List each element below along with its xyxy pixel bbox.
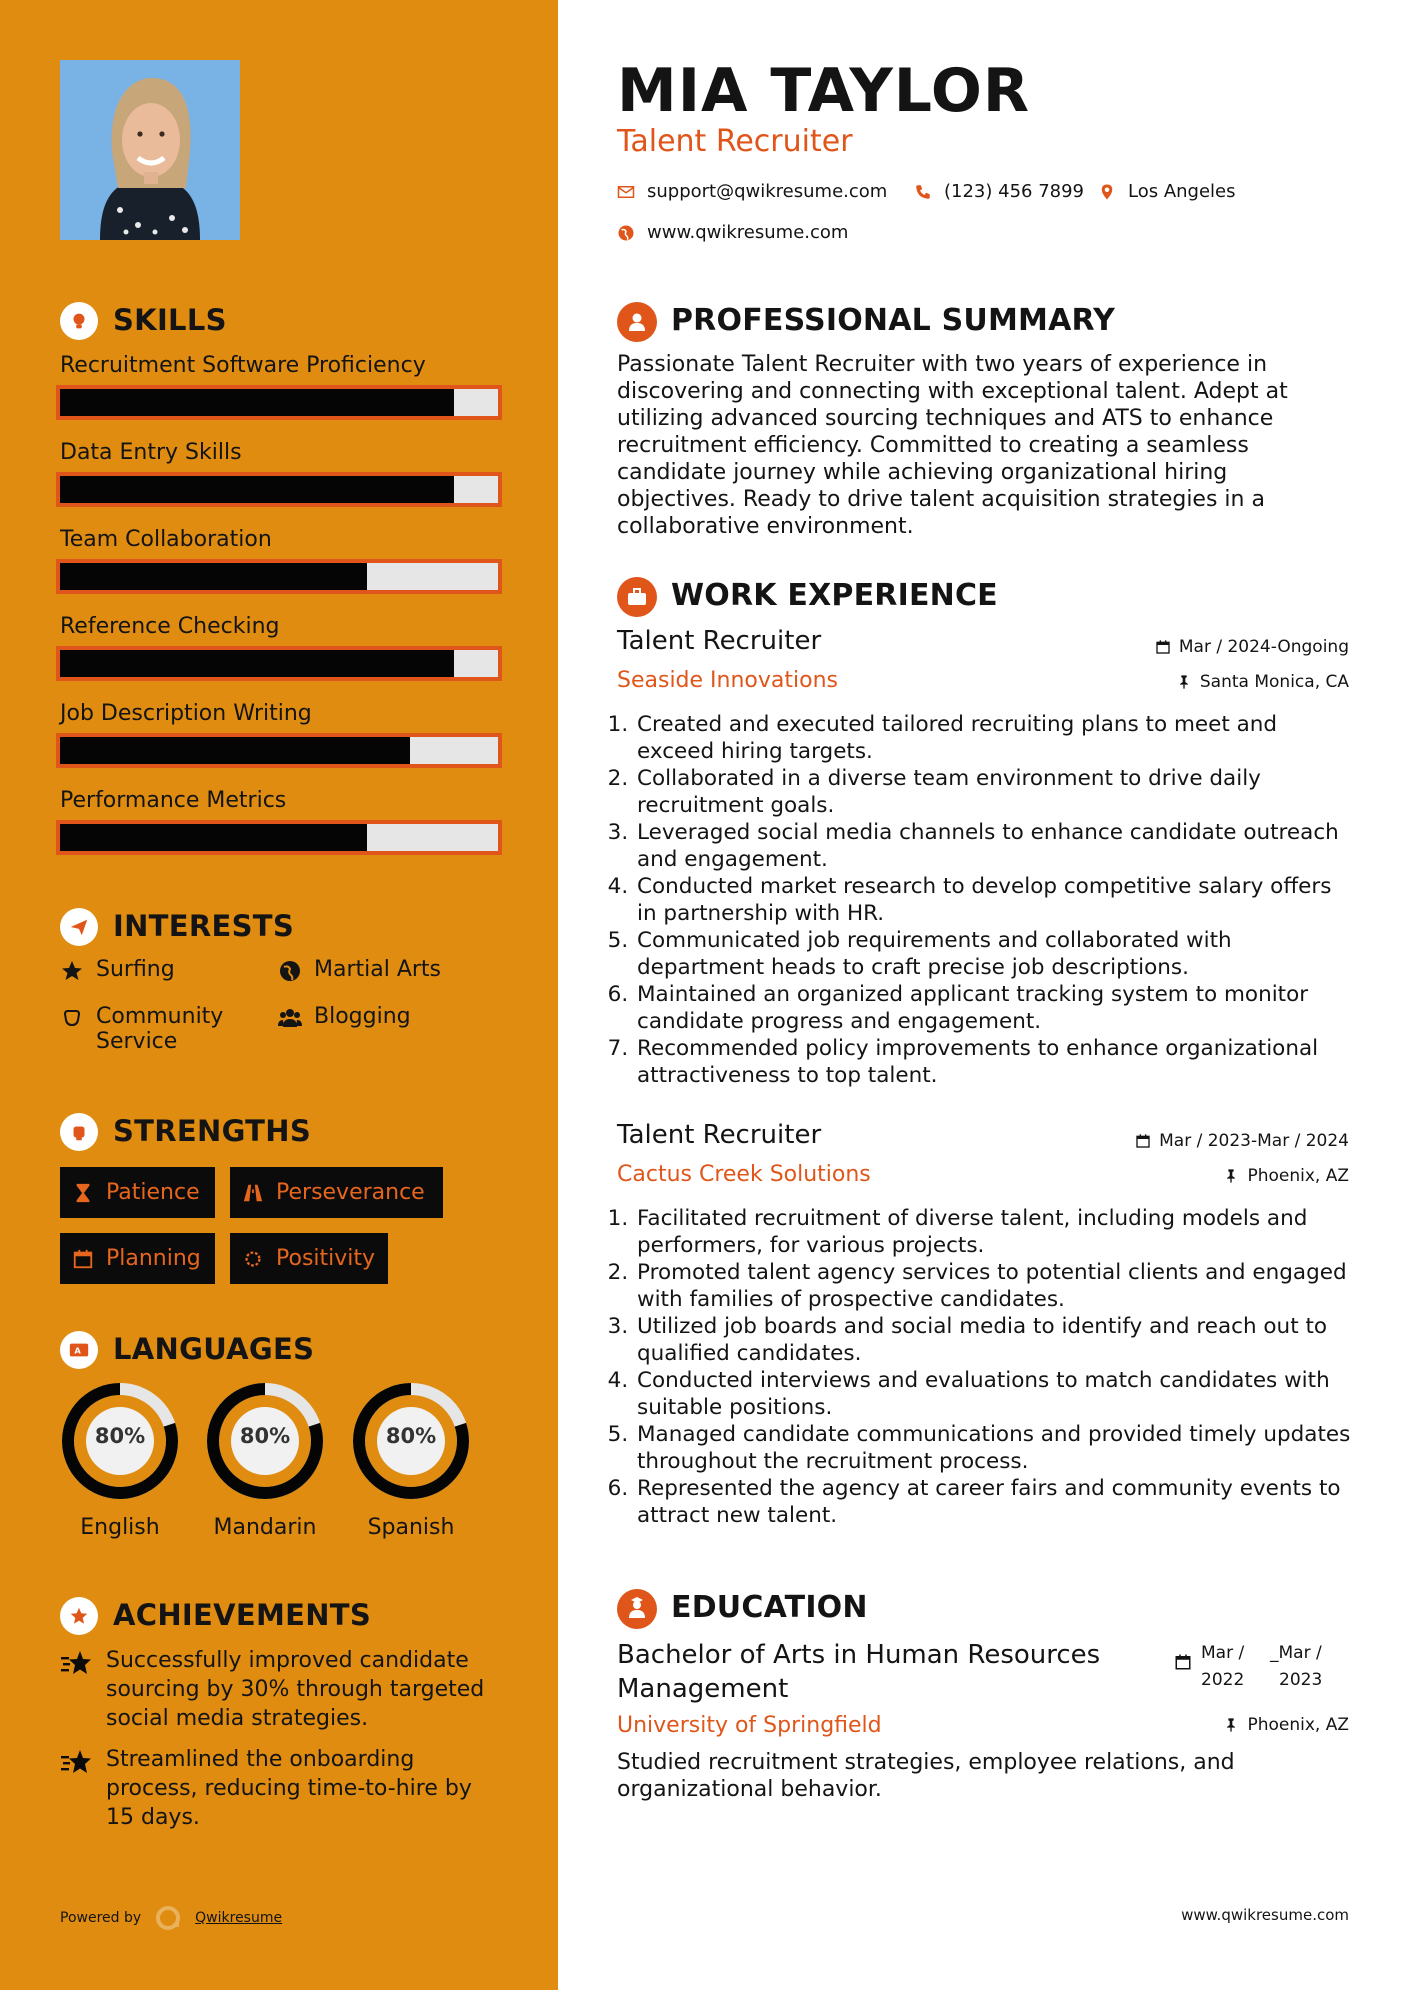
education-start-date: Mar / 2022	[1201, 1643, 1245, 1690]
skill-level-bar	[56, 472, 502, 507]
skill-level-fill	[60, 737, 410, 764]
star-badge-icon	[60, 1597, 98, 1635]
user-icon	[617, 302, 657, 342]
school-name: University of Springfield	[617, 1713, 882, 1738]
sidebar	[0, 0, 558, 1990]
calendar-icon	[72, 1248, 94, 1270]
language-percent: 80%	[385, 1424, 437, 1448]
job-title: Talent Recruiter	[617, 1120, 822, 1150]
strength-badge: Perseverance	[230, 1167, 443, 1218]
fist-icon	[60, 1113, 98, 1151]
language-ring	[59, 1380, 181, 1506]
skill-label: Performance Metrics	[60, 788, 287, 813]
pin-icon	[1223, 1168, 1239, 1184]
star-icon	[60, 1648, 92, 1678]
company-name: Seaside Innovations	[617, 668, 838, 693]
envelope-icon	[617, 183, 635, 201]
interest-item: Surfing	[60, 957, 270, 983]
briefcase-icon	[617, 577, 657, 617]
duty-item: 1. Facilitated recruitment of diverse talent, including models and performers, for various projects.	[635, 1205, 1357, 1259]
duty-item: 2. Promoted talent agency services to potential clients and engaged with families of prospective candidates.	[635, 1259, 1357, 1313]
paper-plane-icon	[60, 908, 98, 946]
globe-icon	[617, 224, 635, 242]
education-calendar-icon	[1174, 1653, 1192, 1675]
strength-badge: Positivity	[230, 1233, 388, 1284]
interest-item: Blogging	[278, 1004, 508, 1030]
full-name: MIA TAYLOR	[617, 56, 1031, 126]
star-icon	[60, 959, 84, 983]
strength-badge: Patience	[60, 1167, 215, 1218]
phone-contact[interactable]: (123) 456 7899	[914, 181, 1084, 202]
duty-item: 3. Utilized job boards and social media to identify and reach out to qualified candidates.	[635, 1313, 1357, 1367]
email-contact[interactable]: support@qwikresume.com	[617, 181, 887, 202]
skill-label: Team Collaboration	[60, 527, 272, 552]
duty-item: 6. Maintained an organized applicant tracking system to monitor candidate progress and engagement.	[635, 981, 1357, 1035]
experience-heading: WORK EXPERIENCE	[671, 578, 998, 613]
language-ring	[350, 1380, 472, 1506]
languages-heading: LANGUAGES	[113, 1332, 315, 1366]
language-percent: 80%	[94, 1424, 146, 1448]
qwikresume-logo-icon	[153, 1903, 183, 1933]
hand-icon	[60, 1006, 84, 1030]
language-icon	[60, 1331, 98, 1369]
duty-item: 7. Recommended policy improvements to enhance organizational attractiveness to top talent.	[635, 1035, 1357, 1089]
skill-level-bar	[56, 646, 502, 681]
website-contact[interactable]: www.qwikresume.com	[617, 222, 848, 243]
duty-item: 5. Managed candidate communications and provided timely updates throughout the recruitment process.	[635, 1421, 1357, 1475]
road-icon	[242, 1182, 264, 1204]
education-heading: EDUCATION	[671, 1590, 868, 1625]
lightbulb-icon	[60, 302, 98, 340]
job-location: Santa Monica, CA	[1176, 672, 1349, 692]
summary-heading: PROFESSIONAL SUMMARY	[671, 303, 1116, 338]
strengths-heading: STRENGTHS	[113, 1114, 312, 1148]
duty-item: 3. Leveraged social media channels to enhance candidate outreach and engagement.	[635, 819, 1357, 873]
pin-icon	[1223, 1717, 1239, 1733]
education-location: Phoenix, AZ	[1223, 1715, 1349, 1735]
skill-level-fill	[60, 389, 454, 416]
job-duties	[617, 1205, 1357, 1529]
degree-title: Bachelor of Arts in Human Resources Management	[617, 1640, 1101, 1704]
skill-label: Recruitment Software Proficiency	[60, 353, 426, 378]
job-location: Phoenix, AZ	[1223, 1166, 1349, 1186]
skill-label: Data Entry Skills	[60, 440, 242, 465]
language-name: English	[80, 1515, 160, 1540]
skills-heading: SKILLS	[113, 303, 227, 337]
skill-level-fill	[60, 563, 367, 590]
job-dates: Mar / 2024-Ongoing	[1155, 637, 1349, 657]
achievements-heading: ACHIEVEMENTS	[113, 1598, 372, 1632]
skill-level-fill	[60, 824, 367, 851]
star-icon	[60, 1747, 92, 1777]
map-pin-icon	[1098, 183, 1116, 201]
skill-level-bar	[56, 559, 502, 594]
job-role: Talent Recruiter	[617, 124, 853, 159]
skill-level-bar	[56, 385, 502, 420]
sun-icon	[242, 1248, 264, 1270]
language-name: Spanish	[367, 1515, 455, 1540]
skill-level-bar	[56, 820, 502, 855]
skill-level-fill	[60, 650, 454, 677]
achievement-item: Successfully improved candidate sourcing by 30% through targeted social media strategies.	[60, 1646, 500, 1733]
skill-level-fill	[60, 476, 454, 503]
education-end-date: _Mar / 2023	[1270, 1643, 1323, 1690]
interest-item: Martial Arts	[278, 957, 508, 983]
users-icon	[278, 1006, 302, 1030]
company-name: Cactus Creek Solutions	[617, 1162, 871, 1187]
summary-text: Passionate Talent Recruiter with two years of experience in discovering and connecting with exceptional talent. Adept at utilizing advanced sourcing techniques and ATS to enhance recruitment efficiency. Committed to creating a seamless candidate journey while achieving organizational hiring objectives. Ready to drive talent acquisition strategies in a collaborative environment.	[617, 352, 1288, 539]
hourglass-icon	[72, 1182, 94, 1204]
calendar-icon	[1155, 639, 1171, 655]
phone-icon	[914, 183, 932, 201]
duty-item: 4. Conducted interviews and evaluations to match candidates with suitable positions.	[635, 1367, 1357, 1421]
duty-item: 5. Communicated job requirements and collaborated with department heads to craft precise job descriptions.	[635, 927, 1357, 981]
job-duties	[617, 711, 1357, 1089]
globe-icon	[278, 959, 302, 983]
interests-heading: INTERESTS	[113, 909, 295, 943]
profile-photo	[60, 60, 240, 240]
powered-by: Powered by Qwikresume	[60, 1903, 282, 1933]
job-dates: Mar / 2023-Mar / 2024	[1135, 1131, 1349, 1151]
duty-item: 2. Collaborated in a diverse team environment to drive daily recruitment goals.	[635, 765, 1357, 819]
footer-url[interactable]: www.qwikresume.com	[1181, 1906, 1349, 1924]
skill-label: Job Description Writing	[60, 701, 312, 726]
svg-text:A: A	[74, 1345, 81, 1356]
skill-level-bar	[56, 733, 502, 768]
strength-badge: Planning	[60, 1233, 215, 1284]
calendar-icon	[1135, 1133, 1151, 1149]
language-percent: 80%	[239, 1424, 291, 1448]
education-description: Studied recruitment strategies, employee relations, and organizational behavior.	[617, 1750, 1235, 1802]
location-contact: Los Angeles	[1098, 181, 1236, 202]
graduation-icon	[617, 1589, 657, 1629]
duty-item: 4. Conducted market research to develop competitive salary offers in partnership with HR.	[635, 873, 1357, 927]
interest-item: Community Service	[60, 1004, 260, 1054]
duty-item: 1. Created and executed tailored recruiting plans to meet and exceed hiring targets.	[635, 711, 1357, 765]
job-title: Talent Recruiter	[617, 626, 822, 656]
language-name: Mandarin	[213, 1515, 317, 1540]
achievement-item: Streamlined the onboarding process, reducing time-to-hire by 15 days.	[60, 1745, 500, 1832]
duty-item: 6. Represented the agency at career fairs and community events to attract new talent.	[635, 1475, 1357, 1529]
skill-label: Reference Checking	[60, 614, 280, 639]
language-ring	[204, 1380, 326, 1506]
pin-icon	[1176, 674, 1192, 690]
qwikresume-link[interactable]: Qwikresume	[195, 1910, 283, 1926]
